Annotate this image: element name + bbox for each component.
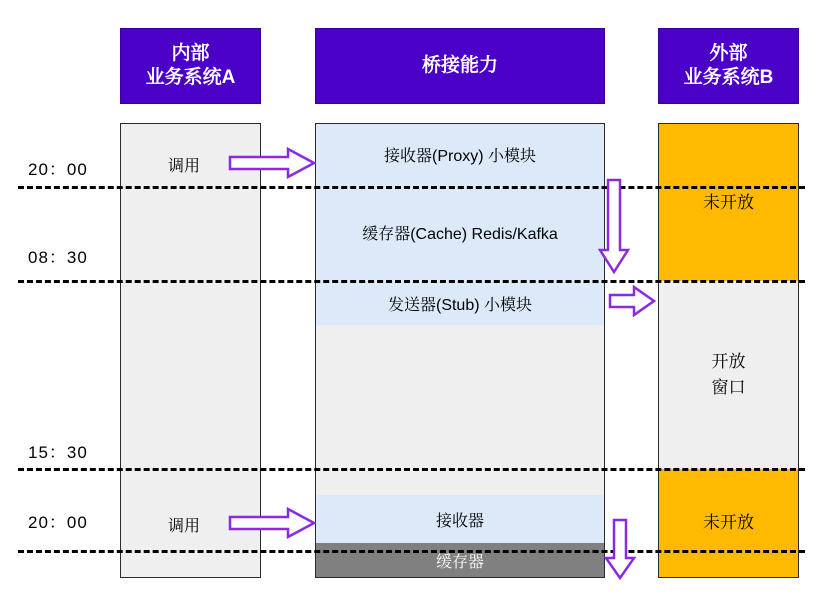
bridge-block-proxy bbox=[316, 124, 604, 184]
column-header-bridge bbox=[315, 28, 605, 104]
arrow-down-proxy2-to-cache2-icon bbox=[604, 518, 636, 580]
bridge-block-cache-2-label: 缓存器 bbox=[435, 553, 484, 571]
time-label-2: 08：30 bbox=[28, 248, 88, 267]
time-divider-2 bbox=[18, 280, 805, 283]
bridge-block-cache-label: 缓存器(Cache) Redis/Kafka bbox=[362, 225, 558, 243]
call-label-2: 调用 bbox=[168, 518, 201, 535]
column-header-bridge-line1: 桥接能力 bbox=[421, 55, 498, 76]
external-block-open-window-line1: 开放 bbox=[711, 352, 746, 371]
arrow-right-call-2-icon bbox=[228, 507, 316, 539]
arrow-right-stub-to-external-icon bbox=[608, 285, 656, 317]
column-header-internal-a bbox=[120, 28, 261, 104]
external-block-closed-2-label: 未开放 bbox=[703, 513, 754, 532]
time-label-4: 20：00 bbox=[28, 513, 88, 532]
external-block-closed-1 bbox=[659, 124, 798, 281]
bridge-block-cache bbox=[316, 184, 604, 280]
arrow-right-call-1-icon bbox=[228, 147, 316, 179]
arrow-down-proxy-to-cache-icon bbox=[598, 178, 630, 274]
time-divider-4 bbox=[18, 550, 805, 553]
bridge-block-stub bbox=[316, 281, 604, 325]
column-header-external-b-line1: 外部 bbox=[709, 43, 748, 64]
time-label-1: 20：00 bbox=[28, 160, 88, 179]
time-divider-1 bbox=[18, 186, 805, 189]
column-header-internal-a-line1: 内部 bbox=[171, 43, 210, 64]
bridge-block-proxy-label: 接收器(Proxy) 小模块 bbox=[383, 147, 536, 165]
external-block-open-window-line2: 窗口 bbox=[711, 378, 746, 397]
bridge-block-cache-2 bbox=[316, 543, 604, 577]
external-block-closed-1-label: 未开放 bbox=[703, 192, 754, 212]
time-label-3: 15：30 bbox=[28, 443, 88, 462]
bridge-block-proxy-2-label: 接收器 bbox=[435, 512, 484, 530]
time-divider-3 bbox=[18, 468, 805, 471]
external-block-open-window bbox=[659, 281, 798, 469]
column-header-external-b-line2: 业务系统B bbox=[683, 67, 774, 88]
bridge-block-stub-label: 发送器(Stub) 小模块 bbox=[387, 296, 533, 314]
column-header-external-b bbox=[658, 28, 799, 104]
column-header-internal-a-line2: 业务系统A bbox=[145, 67, 236, 88]
external-block-closed-2 bbox=[659, 469, 798, 577]
call-label-1: 调用 bbox=[168, 158, 201, 175]
bridge-block-proxy-2 bbox=[316, 495, 604, 543]
